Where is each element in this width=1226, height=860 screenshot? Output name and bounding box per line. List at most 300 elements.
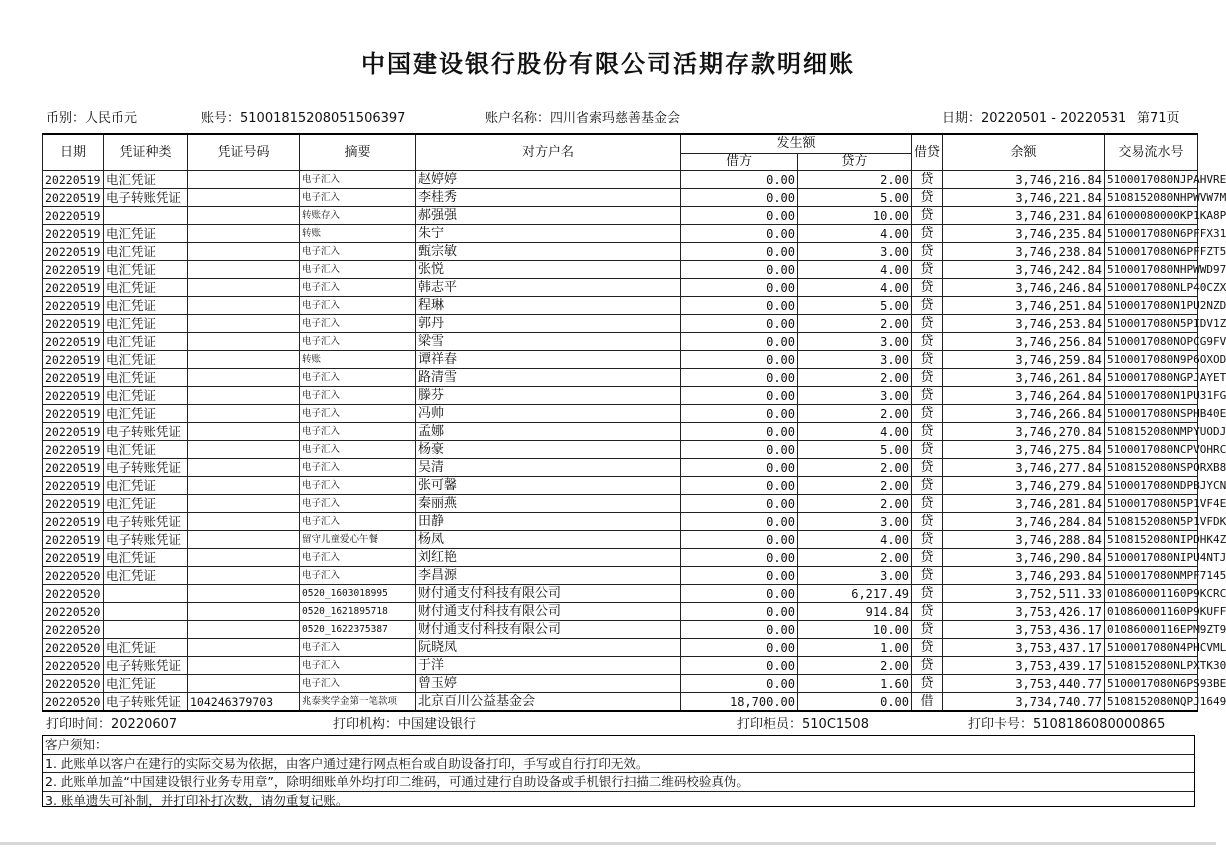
col-balance: 余额 xyxy=(943,134,1105,171)
cell-voucher-no xyxy=(188,639,300,657)
cell-balance: 3,752,511.33 xyxy=(943,585,1105,603)
cell-summary: 电子汇入 xyxy=(300,171,416,189)
cell-date: 20220519 xyxy=(43,207,104,225)
table-row xyxy=(43,441,1198,459)
date-range: 日期：20220501 - 20220531 xyxy=(942,111,1127,126)
cell-dc: 贷 xyxy=(912,459,943,477)
cell-summary: 电子汇入 xyxy=(300,441,416,459)
cell-dc: 贷 xyxy=(912,261,943,279)
cell-date: 20220519 xyxy=(43,531,104,549)
cell-date: 20220519 xyxy=(43,297,104,315)
cell-voucher-no xyxy=(188,603,300,621)
cell-summary: 电子汇入 xyxy=(300,423,416,441)
cell-counterparty: 孟娜 xyxy=(416,423,681,441)
cell-debit: 0.00 xyxy=(681,459,798,477)
cell-debit: 0.00 xyxy=(681,549,798,567)
cell-serial: 5100017080N5P1VF4E xyxy=(1105,495,1198,513)
col-dc: 借贷 xyxy=(912,134,943,171)
cell-serial: 5100017080N5PIDV1Z xyxy=(1105,315,1198,333)
cell-credit: 2.00 xyxy=(798,369,912,387)
cell-voucher-no xyxy=(188,675,300,693)
cell-balance: 3,746,261.84 xyxy=(943,369,1105,387)
table-row xyxy=(43,261,1198,279)
cell-serial: 5100017080NMPF7145 xyxy=(1105,567,1198,585)
cell-credit: 10.00 xyxy=(798,621,912,639)
table-row xyxy=(43,243,1198,261)
cell-counterparty: 张可馨 xyxy=(416,477,681,495)
cell-balance: 3,746,290.84 xyxy=(943,549,1105,567)
cell-balance: 3,746,221.84 xyxy=(943,189,1105,207)
cell-voucher-no xyxy=(188,261,300,279)
table-row xyxy=(43,621,1198,639)
cell-dc: 贷 xyxy=(912,441,943,459)
cell-summary: 电子汇入 xyxy=(300,243,416,261)
cell-debit: 0.00 xyxy=(681,423,798,441)
print-card: 打印卡号：5108186080000865 xyxy=(968,717,1166,732)
cell-counterparty: 滕芬 xyxy=(416,387,681,405)
ledger-table xyxy=(42,133,1226,712)
cell-debit: 0.00 xyxy=(681,567,798,585)
cell-voucher-type: 电汇凭证 xyxy=(104,495,188,513)
cell-summary: 电子汇入 xyxy=(300,567,416,585)
cell-serial: 5108152080NHPWVW7M xyxy=(1105,189,1198,207)
cell-counterparty: 阮晓凤 xyxy=(416,639,681,657)
cell-voucher-type: 电汇凭证 xyxy=(104,351,188,369)
cell-balance: 3,746,266.84 xyxy=(943,405,1105,423)
cell-dc: 贷 xyxy=(912,405,943,423)
cell-balance: 3,746,253.84 xyxy=(943,315,1105,333)
table-row xyxy=(43,675,1198,693)
cell-counterparty: 于洋 xyxy=(416,657,681,675)
cell-voucher-no xyxy=(188,207,300,225)
cell-serial: 5100017080NIPU4NTJ xyxy=(1105,549,1198,567)
table-row xyxy=(43,189,1198,207)
cell-debit: 0.00 xyxy=(681,603,798,621)
col-voucher-type: 凭证种类 xyxy=(104,134,188,171)
col-summary: 摘要 xyxy=(300,134,416,171)
customer-notes xyxy=(42,735,1195,807)
cell-credit: 2.00 xyxy=(798,477,912,495)
cell-debit: 0.00 xyxy=(681,531,798,549)
cell-date: 20220519 xyxy=(43,441,104,459)
cell-date: 20220519 xyxy=(43,495,104,513)
cell-serial: 5108152080N5P1VFDK xyxy=(1105,513,1198,531)
cell-counterparty: 杨凤 xyxy=(416,531,681,549)
cell-credit: 2.00 xyxy=(798,171,912,189)
table-row xyxy=(43,351,1198,369)
account-name: 账户名称：四川省索玛慈善基金会 xyxy=(485,111,681,126)
cell-counterparty: 杨豪 xyxy=(416,441,681,459)
cell-serial: 5100017080N6PS93BE xyxy=(1105,675,1198,693)
col-date: 日期 xyxy=(43,134,104,171)
cell-dc: 贷 xyxy=(912,243,943,261)
currency-label: 币别：人民币元 xyxy=(46,111,138,126)
cell-debit: 0.00 xyxy=(681,369,798,387)
page-title: 中国建设银行股份有限公司活期存款明细账 xyxy=(361,50,855,78)
cell-credit: 5.00 xyxy=(798,189,912,207)
cell-voucher-no xyxy=(188,189,300,207)
cell-voucher-no xyxy=(188,567,300,585)
cell-serial: 5100017080N1PU2NZD xyxy=(1105,297,1198,315)
cell-voucher-type: 电汇凭证 xyxy=(104,639,188,657)
cell-counterparty: 郭丹 xyxy=(416,315,681,333)
table-row xyxy=(43,423,1198,441)
cell-date: 20220519 xyxy=(43,549,104,567)
cell-voucher-type xyxy=(104,621,188,639)
cell-debit: 0.00 xyxy=(681,513,798,531)
table-row xyxy=(43,279,1198,297)
cell-date: 20220520 xyxy=(43,693,104,712)
cell-counterparty: 李桂秀 xyxy=(416,189,681,207)
cell-counterparty: 冯帅 xyxy=(416,405,681,423)
cell-date: 20220519 xyxy=(43,351,104,369)
cell-debit: 0.00 xyxy=(681,495,798,513)
cell-credit: 914.84 xyxy=(798,603,912,621)
col-credit: 贷方 xyxy=(798,154,912,171)
cell-dc: 贷 xyxy=(912,207,943,225)
cell-date: 20220520 xyxy=(43,675,104,693)
cell-summary: 转账 xyxy=(300,225,416,243)
cell-balance: 3,746,264.84 xyxy=(943,387,1105,405)
cell-summary: 电子汇入 xyxy=(300,405,416,423)
cell-dc: 贷 xyxy=(912,675,943,693)
cell-summary: 转账存入 xyxy=(300,207,416,225)
cell-counterparty: 财付通支付科技有限公司 xyxy=(416,585,681,603)
cell-credit: 10.00 xyxy=(798,207,912,225)
cell-debit: 0.00 xyxy=(681,657,798,675)
cell-voucher-no xyxy=(188,657,300,675)
cell-credit: 2.00 xyxy=(798,549,912,567)
cell-voucher-type: 电子转账凭证 xyxy=(104,189,188,207)
cell-date: 20220520 xyxy=(43,657,104,675)
table-row xyxy=(43,603,1198,621)
cell-counterparty: 程琳 xyxy=(416,297,681,315)
cell-summary: 电子汇入 xyxy=(300,189,416,207)
cell-balance: 3,746,277.84 xyxy=(943,459,1105,477)
cell-credit: 2.00 xyxy=(798,657,912,675)
cell-summary: 电子汇入 xyxy=(300,513,416,531)
cell-voucher-no xyxy=(188,621,300,639)
cell-voucher-type: 电子转账凭证 xyxy=(104,693,188,712)
cell-voucher-no xyxy=(188,279,300,297)
cell-summary: 转账 xyxy=(300,351,416,369)
cell-dc: 贷 xyxy=(912,387,943,405)
cell-voucher-type: 电子转账凭证 xyxy=(104,423,188,441)
cell-balance: 3,753,426.17 xyxy=(943,603,1105,621)
cell-counterparty: 路清雪 xyxy=(416,369,681,387)
print-org: 打印机构：中国建设银行 xyxy=(333,717,477,732)
table-row xyxy=(43,333,1198,351)
cell-serial: 5100017080NJPAHVRE xyxy=(1105,171,1198,189)
notes-heading: 客户须知： xyxy=(43,736,1194,755)
cell-debit: 0.00 xyxy=(681,441,798,459)
cell-balance: 3,746,259.84 xyxy=(943,351,1105,369)
cell-voucher-type: 电子转账凭证 xyxy=(104,657,188,675)
cell-dc: 贷 xyxy=(912,369,943,387)
cell-serial: 5108152080NSPORXB8 xyxy=(1105,459,1198,477)
cell-summary: 电子汇入 xyxy=(300,315,416,333)
cell-debit: 0.00 xyxy=(681,243,798,261)
cell-counterparty: 曾玉婷 xyxy=(416,675,681,693)
cell-serial: 5108152080NIPDHK4Z xyxy=(1105,531,1198,549)
cell-debit: 0.00 xyxy=(681,279,798,297)
cell-credit: 6,217.49 xyxy=(798,585,912,603)
cell-serial: 5100017080N1PU31FG xyxy=(1105,387,1198,405)
cell-balance: 3,746,251.84 xyxy=(943,297,1105,315)
cell-credit: 3.00 xyxy=(798,567,912,585)
cell-balance: 3,746,256.84 xyxy=(943,333,1105,351)
cell-credit: 5.00 xyxy=(798,297,912,315)
cell-balance: 3,746,238.84 xyxy=(943,243,1105,261)
cell-credit: 5.00 xyxy=(798,441,912,459)
cell-voucher-no: 104246379703 xyxy=(188,693,300,712)
cell-debit: 0.00 xyxy=(681,387,798,405)
cell-voucher-no xyxy=(188,513,300,531)
cell-dc: 贷 xyxy=(912,423,943,441)
cell-voucher-type: 电汇凭证 xyxy=(104,225,188,243)
cell-voucher-type: 电汇凭证 xyxy=(104,387,188,405)
cell-date: 20220520 xyxy=(43,621,104,639)
print-time: 打印时间：20220607 xyxy=(46,717,178,732)
cell-date: 20220519 xyxy=(43,387,104,405)
table-row xyxy=(43,477,1198,495)
cell-voucher-no xyxy=(188,423,300,441)
cell-dc: 贷 xyxy=(912,171,943,189)
col-counterparty: 对方户名 xyxy=(416,134,681,171)
cell-credit: 4.00 xyxy=(798,261,912,279)
table-row xyxy=(43,171,1198,189)
cell-balance: 3,746,270.84 xyxy=(943,423,1105,441)
cell-serial: 5100017080N6PFFX31 xyxy=(1105,225,1198,243)
cell-summary: 0520_1603018995 xyxy=(300,585,416,603)
cell-date: 20220520 xyxy=(43,567,104,585)
cell-counterparty: 李昌源 xyxy=(416,567,681,585)
cell-dc: 贷 xyxy=(912,567,943,585)
cell-counterparty: 梁雪 xyxy=(416,333,681,351)
cell-counterparty: 吴清 xyxy=(416,459,681,477)
cell-serial: 5100017080NOPCG9FV xyxy=(1105,333,1198,351)
cell-serial: 5100017080NHPWWD97 xyxy=(1105,261,1198,279)
cell-credit: 3.00 xyxy=(798,351,912,369)
cell-voucher-type: 电汇凭证 xyxy=(104,315,188,333)
cell-counterparty: 甄宗敏 xyxy=(416,243,681,261)
cell-dc: 贷 xyxy=(912,603,943,621)
cell-voucher-type xyxy=(104,207,188,225)
cell-credit: 4.00 xyxy=(798,423,912,441)
cell-summary: 电子汇入 xyxy=(300,657,416,675)
page-number: 第71页 xyxy=(1137,111,1180,126)
cell-credit: 3.00 xyxy=(798,243,912,261)
cell-debit: 0.00 xyxy=(681,315,798,333)
cell-serial: 5100017080N6PFFZT5 xyxy=(1105,243,1198,261)
cell-credit: 1.00 xyxy=(798,639,912,657)
cell-voucher-type: 电汇凭证 xyxy=(104,549,188,567)
cell-voucher-no xyxy=(188,441,300,459)
notes-item: 2. 此账单加盖“中国建设银行业务专用章”，除明细账单外均打印二维码，可通过建行自助设备或手机银行扫描二维码校验真伪。 xyxy=(43,773,1194,792)
cell-counterparty: 财付通支付科技有限公司 xyxy=(416,621,681,639)
cell-balance: 3,746,235.84 xyxy=(943,225,1105,243)
cell-summary: 电子汇入 xyxy=(300,495,416,513)
cell-summary: 兆泰奖学金第一笔款项 xyxy=(300,693,416,712)
cell-credit: 2.00 xyxy=(798,315,912,333)
cell-dc: 贷 xyxy=(912,531,943,549)
cell-counterparty: 朱宁 xyxy=(416,225,681,243)
cell-dc: 贷 xyxy=(912,279,943,297)
table-row xyxy=(43,639,1198,657)
cell-dc: 贷 xyxy=(912,495,943,513)
cell-date: 20220519 xyxy=(43,405,104,423)
table-row xyxy=(43,297,1198,315)
cell-debit: 18,700.00 xyxy=(681,693,798,712)
table-row xyxy=(43,315,1198,333)
table-row xyxy=(43,567,1198,585)
cell-debit: 0.00 xyxy=(681,477,798,495)
cell-counterparty: 谭祥春 xyxy=(416,351,681,369)
page-edge-divider xyxy=(0,842,1216,845)
cell-dc: 贷 xyxy=(912,477,943,495)
cell-date: 20220519 xyxy=(43,225,104,243)
cell-date: 20220519 xyxy=(43,459,104,477)
cell-voucher-type: 电汇凭证 xyxy=(104,441,188,459)
cell-serial: 01086000116EPM9ZT9 xyxy=(1105,621,1198,639)
ledger-body xyxy=(43,171,1226,712)
cell-date: 20220519 xyxy=(43,171,104,189)
cell-debit: 0.00 xyxy=(681,261,798,279)
cell-date: 20220519 xyxy=(43,423,104,441)
cell-serial: 61000080000KP1KA8P xyxy=(1105,207,1198,225)
cell-counterparty: 秦丽燕 xyxy=(416,495,681,513)
cell-summary: 电子汇入 xyxy=(300,387,416,405)
table-row xyxy=(43,225,1198,243)
cell-date: 20220520 xyxy=(43,603,104,621)
cell-date: 20220519 xyxy=(43,369,104,387)
cell-balance: 3,746,231.84 xyxy=(943,207,1105,225)
cell-voucher-no xyxy=(188,243,300,261)
cell-debit: 0.00 xyxy=(681,585,798,603)
cell-summary: 电子汇入 xyxy=(300,675,416,693)
print-counter: 打印柜员：510C1508 xyxy=(737,717,869,732)
cell-serial: 5100017080N9P6OXOD xyxy=(1105,351,1198,369)
col-debit: 借方 xyxy=(681,154,798,171)
cell-debit: 0.00 xyxy=(681,297,798,315)
cell-counterparty: 财付通支付科技有限公司 xyxy=(416,603,681,621)
cell-voucher-type: 电汇凭证 xyxy=(104,675,188,693)
cell-serial: 010860001160P9KCRC xyxy=(1105,585,1198,603)
cell-counterparty: 田静 xyxy=(416,513,681,531)
col-serial: 交易流水号 xyxy=(1105,134,1198,171)
cell-debit: 0.00 xyxy=(681,189,798,207)
cell-voucher-no xyxy=(188,405,300,423)
cell-voucher-no xyxy=(188,477,300,495)
cell-balance: 3,746,275.84 xyxy=(943,441,1105,459)
cell-dc: 借 xyxy=(912,693,943,712)
cell-voucher-type: 电子转账凭证 xyxy=(104,531,188,549)
cell-voucher-no xyxy=(188,459,300,477)
cell-serial: 5100017080NGPJAYET xyxy=(1105,369,1198,387)
cell-serial: 5108152080NMPYUODJ xyxy=(1105,423,1198,441)
cell-voucher-type: 电子转账凭证 xyxy=(104,459,188,477)
cell-balance: 3,746,216.84 xyxy=(943,171,1105,189)
cell-voucher-type: 电子转账凭证 xyxy=(104,513,188,531)
cell-serial: 010860001160P9KUFF xyxy=(1105,603,1198,621)
cell-balance: 3,746,288.84 xyxy=(943,531,1105,549)
cell-summary: 电子汇入 xyxy=(300,297,416,315)
table-row xyxy=(43,531,1198,549)
notes-item: 1. 此账单以客户在建行的实际交易为依据，由客户通过建行网点柜台或自助设备打印，手写或自行打印无效。 xyxy=(43,755,1194,774)
cell-voucher-no xyxy=(188,333,300,351)
cell-balance: 3,753,436.17 xyxy=(943,621,1105,639)
cell-balance: 3,746,242.84 xyxy=(943,261,1105,279)
cell-serial: 5108152080NQPJ1649 xyxy=(1105,693,1198,712)
cell-voucher-type: 电汇凭证 xyxy=(104,567,188,585)
cell-dc: 贷 xyxy=(912,657,943,675)
cell-voucher-no xyxy=(188,531,300,549)
cell-voucher-type: 电汇凭证 xyxy=(104,279,188,297)
cell-debit: 0.00 xyxy=(681,225,798,243)
cell-voucher-type xyxy=(104,603,188,621)
cell-serial: 5108152080NLPXTK30 xyxy=(1105,657,1198,675)
cell-voucher-type: 电汇凭证 xyxy=(104,333,188,351)
cell-date: 20220519 xyxy=(43,477,104,495)
cell-balance: 3,753,439.17 xyxy=(943,657,1105,675)
cell-voucher-no xyxy=(188,351,300,369)
notes-item: 3. 账单遗失可补制，并打印补打次数，请勿重复记账。 xyxy=(45,792,349,808)
cell-debit: 0.00 xyxy=(681,171,798,189)
cell-dc: 贷 xyxy=(912,621,943,639)
cell-summary: 电子汇入 xyxy=(300,477,416,495)
account-number: 账号：51001815208051506397 xyxy=(201,111,406,126)
cell-credit: 3.00 xyxy=(798,513,912,531)
cell-voucher-no xyxy=(188,297,300,315)
cell-summary: 电子汇入 xyxy=(300,549,416,567)
cell-date: 20220519 xyxy=(43,279,104,297)
cell-credit: 2.00 xyxy=(798,495,912,513)
cell-voucher-no xyxy=(188,549,300,567)
cell-date: 20220519 xyxy=(43,243,104,261)
cell-serial: 5100017080NSPHB40E xyxy=(1105,405,1198,423)
cell-credit: 4.00 xyxy=(798,531,912,549)
table-row xyxy=(43,693,1198,712)
cell-credit: 2.00 xyxy=(798,405,912,423)
cell-credit: 3.00 xyxy=(798,333,912,351)
cell-balance: 3,746,246.84 xyxy=(943,279,1105,297)
cell-dc: 贷 xyxy=(912,225,943,243)
cell-dc: 贷 xyxy=(912,585,943,603)
cell-date: 20220519 xyxy=(43,315,104,333)
cell-balance: 3,746,293.84 xyxy=(943,567,1105,585)
cell-balance: 3,746,279.84 xyxy=(943,477,1105,495)
cell-debit: 0.00 xyxy=(681,333,798,351)
cell-balance: 3,734,740.77 xyxy=(943,693,1105,712)
table-row xyxy=(43,657,1198,675)
table-row xyxy=(43,369,1198,387)
cell-summary: 0520_1621895718 xyxy=(300,603,416,621)
cell-balance: 3,753,440.77 xyxy=(943,675,1105,693)
cell-credit: 4.00 xyxy=(798,225,912,243)
cell-counterparty: 北京百川公益基金会 xyxy=(416,693,681,712)
cell-voucher-no xyxy=(188,369,300,387)
col-voucher-no: 凭证号码 xyxy=(188,134,300,171)
cell-date: 20220519 xyxy=(43,261,104,279)
cell-voucher-no xyxy=(188,225,300,243)
cell-dc: 贷 xyxy=(912,315,943,333)
cell-voucher-type: 电汇凭证 xyxy=(104,171,188,189)
cell-debit: 0.00 xyxy=(681,675,798,693)
cell-serial: 5100017080NLP40CZX xyxy=(1105,279,1198,297)
cell-dc: 贷 xyxy=(912,189,943,207)
cell-voucher-type: 电汇凭证 xyxy=(104,243,188,261)
cell-voucher-no xyxy=(188,315,300,333)
